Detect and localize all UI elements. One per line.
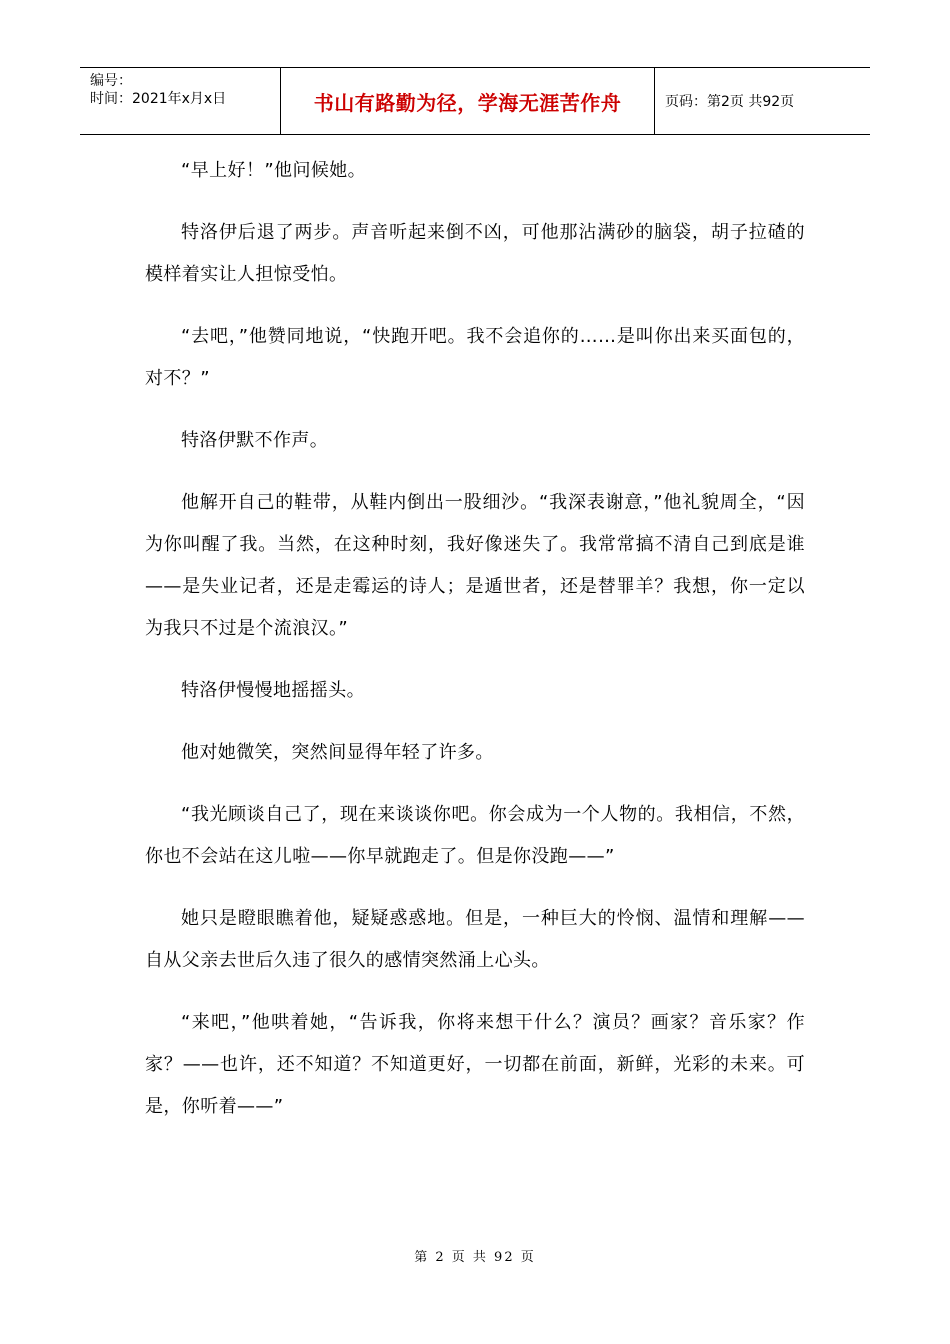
- document-body: [145, 150, 805, 1148]
- paragraph: “我光顾谈自己了，现在来谈谈你吧。你会成为一个人物的。我相信，不然，你也不会站在这儿啦——你早就跑走了。但是你没跑——”: [145, 804, 805, 867]
- header-page-info: 页码：第2页 共92页: [665, 94, 795, 110]
- paragraph: “去吧，”他赞同地说，“快跑开吧。我不会追你的……是叫你出来买面包的，对不？”: [145, 326, 805, 389]
- paragraph: 他解开自己的鞋带，从鞋内倒出一股细沙。“我深表谢意，”他礼貌周全，“因为你叫醒了我。当然，在这种时刻，我好像迷失了。我常常搞不清自己到底是谁——是失业记者，还是走霉运的诗人；是遁世者，还是替罪羊？我想，你一定以为我只不过是个流浪汉。”: [145, 492, 805, 639]
- paragraph: 他对她微笑，突然间显得年轻了许多。: [181, 742, 494, 763]
- document-number-label: 编号：: [90, 73, 132, 89]
- paragraph: “来吧，”他哄着她，“告诉我，你将来想干什么？演员？画家？音乐家？作家？——也许，还不知道？不知道更好，一切都在前面，新鲜，光彩的未来。可是，你听着——”: [145, 1012, 805, 1117]
- page-footer: 第 2 页 共 92 页: [414, 1250, 536, 1265]
- paragraph: 特洛伊默不作声。: [181, 430, 329, 451]
- paragraph: 特洛伊慢慢地摇摇头。: [181, 680, 365, 701]
- paragraph: “早上好！”他问候她。: [181, 160, 367, 181]
- page-header: [80, 67, 870, 135]
- paragraph: 特洛伊后退了两步。声音听起来倒不凶，可他那沾满砂的脑袋，胡子拉碴的模样着实让人担惊受怕。: [145, 222, 805, 285]
- header-motto: 书山有路勤为径，学海无涯苦作舟: [281, 68, 655, 134]
- header-meta: [80, 68, 281, 134]
- document-date-label: 时间：2021年x月x日: [90, 91, 227, 107]
- paragraph: 她只是瞪眼瞧着他，疑疑惑惑地。但是，一种巨大的怜悯、温情和理解——自从父亲去世后久违了很久的感情突然涌上心头。: [145, 908, 805, 971]
